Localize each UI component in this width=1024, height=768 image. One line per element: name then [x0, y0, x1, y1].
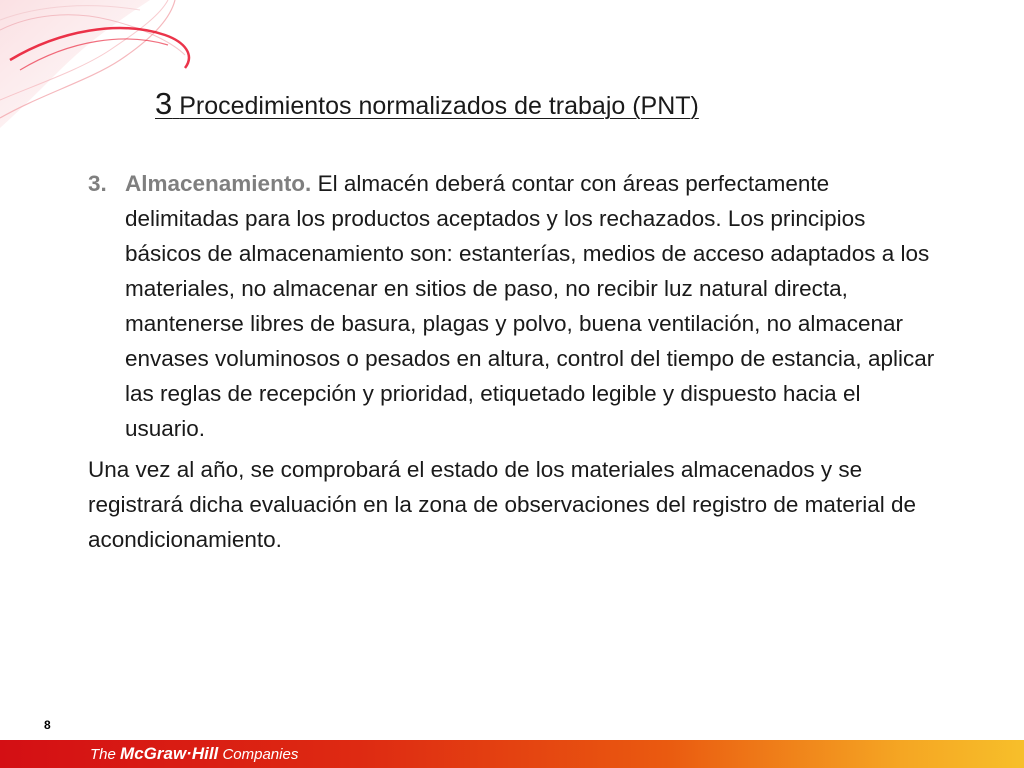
- page-title: [155, 86, 699, 124]
- list-item-heading: Almacenamiento.: [125, 171, 312, 196]
- list-item-body: [125, 166, 938, 446]
- page-number: 8: [44, 718, 51, 732]
- title-text: Procedimientos normalizados de trabajo (PNT): [179, 92, 699, 120]
- footer-bar: [0, 740, 1024, 768]
- list-item-text: El almacén deberá contar con áreas perfectamente delimitadas para los productos aceptados y los rechazados. Los principios básicos de almacenamiento son: estanterías, medios de acceso adaptados a los materiales, no almacenar en sitios de paso, no recibir luz natural directa, mantenerse libres de basura, plagas y polvo, buena ventilación, no almacenar envases voluminosos o pesados en altura, control del tiempo de estancia, aplicar las reglas de recepción y prioridad, etiquetado legible y dispuesto hacia el usuario.: [125, 171, 935, 441]
- mcgraw-hill-logo: [90, 744, 298, 765]
- logo-brand: McGraw·Hill: [120, 744, 219, 763]
- logo-prefix: The: [90, 746, 116, 763]
- title-number: 3: [155, 86, 173, 121]
- list-item-number: 3.: [88, 171, 107, 196]
- list-item: [88, 166, 938, 446]
- closing-paragraph: Una vez al año, se comprobará el estado de los materiales almacenados y se registrará dicha evaluación en la zona de observaciones del registro de material de acondicionamiento.: [88, 457, 916, 552]
- logo-suffix: Companies: [222, 746, 299, 763]
